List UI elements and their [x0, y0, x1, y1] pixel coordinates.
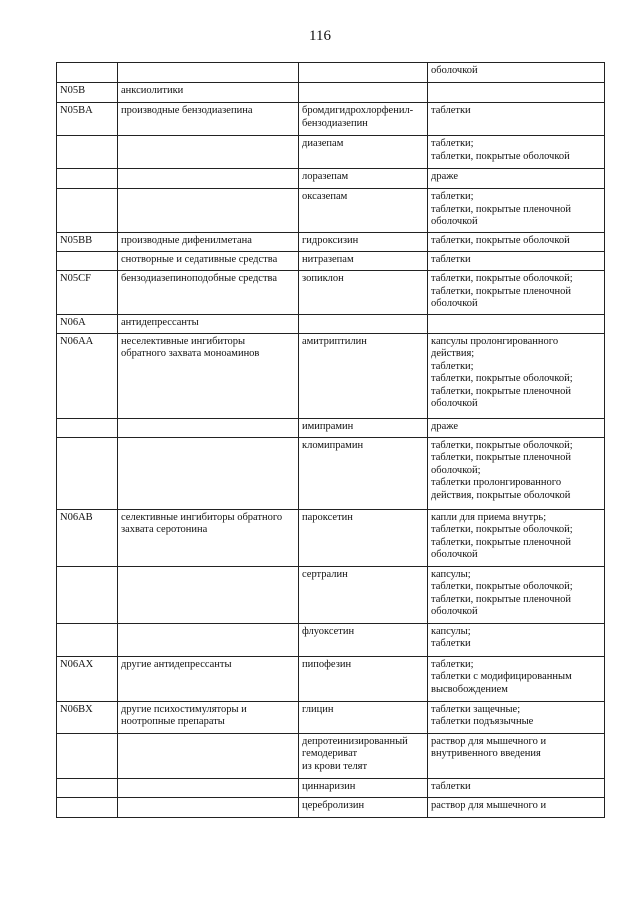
group-line: обратного захвата моноаминов — [121, 348, 260, 359]
cell-drug — [299, 437, 428, 509]
forms-line: таблетки; — [431, 191, 474, 202]
cell-code: N05BB — [57, 233, 118, 252]
group-line: анксиолитики — [121, 85, 184, 96]
table-row — [57, 509, 605, 566]
forms-line: таблетки; — [431, 360, 474, 372]
drug-line: амитриптилин — [302, 335, 367, 347]
cell-code: N05B — [57, 83, 118, 103]
cell-forms — [428, 189, 605, 233]
cell-group — [118, 418, 299, 437]
cell-group — [118, 63, 299, 83]
cell-group — [118, 333, 299, 418]
forms-line: действия; — [431, 348, 475, 359]
drug-line: церебролизин — [302, 799, 365, 811]
cell-group — [118, 189, 299, 233]
table-row — [57, 103, 605, 136]
table-row — [57, 701, 605, 733]
cell-group — [118, 136, 299, 169]
cell-code — [57, 566, 118, 623]
forms-line: капсулы; — [431, 625, 471, 637]
forms-line: раствор для мышечного и — [431, 735, 547, 747]
forms-line: таблетки, покрытые оболочкой; — [431, 581, 573, 592]
cell-group — [118, 437, 299, 509]
cell-group — [118, 233, 299, 252]
cell-drug — [299, 701, 428, 733]
cell-code: N05CF — [57, 271, 118, 315]
cell-drug — [299, 566, 428, 623]
cell-forms — [428, 252, 605, 271]
cell-code: N06A — [57, 315, 118, 334]
table-row — [57, 437, 605, 509]
cell-drug — [299, 252, 428, 271]
table-row — [57, 63, 605, 83]
forms-line: высвобождением — [431, 683, 508, 695]
drug-line: глицин — [302, 703, 334, 715]
cell-forms — [428, 83, 605, 103]
forms-line: таблетки, покрытые оболочкой — [431, 235, 570, 246]
cell-drug — [299, 136, 428, 169]
table-row — [57, 733, 605, 778]
cell-group — [118, 566, 299, 623]
forms-line: таблетки, покрытые оболочкой; — [431, 439, 573, 451]
cell-group — [118, 797, 299, 817]
group-line: захвата серотонина — [121, 524, 208, 535]
cell-drug — [299, 797, 428, 817]
forms-line: таблетки, покрытые пленочной — [431, 593, 572, 605]
table-row — [57, 333, 605, 418]
cell-group — [118, 103, 299, 136]
drug-line: диазепам — [302, 138, 344, 149]
group-line: неселективные ингибиторы — [121, 335, 246, 347]
forms-line: таблетки пролонгированного — [431, 477, 562, 488]
drug-line: лоразепам — [302, 171, 349, 182]
cell-forms — [428, 315, 605, 334]
forms-line: таблетки защечные; — [431, 703, 521, 715]
forms-line: капсулы пролонгированного — [431, 335, 559, 347]
cell-forms — [428, 63, 605, 83]
cell-drug — [299, 509, 428, 566]
group-line: ноотропные препараты — [121, 716, 225, 727]
table-row — [57, 656, 605, 701]
cell-drug — [299, 623, 428, 656]
cell-forms — [428, 233, 605, 252]
cell-code: N06BX — [57, 701, 118, 733]
group-line: другие психостимуляторы и — [121, 703, 247, 715]
cell-forms — [428, 271, 605, 315]
table-row — [57, 566, 605, 623]
table-row — [57, 233, 605, 252]
table-row — [57, 797, 605, 817]
group-line: бензодиазепиноподобные средства — [121, 273, 278, 284]
cell-code: N06AX — [57, 656, 118, 701]
cell-forms — [428, 333, 605, 418]
table-row — [57, 271, 605, 315]
forms-line: таблетки — [431, 780, 471, 792]
forms-line: таблетки, покрытые пленочной — [431, 452, 572, 463]
forms-line: таблетки, покрытые пленочной — [431, 285, 572, 297]
group-line: производные дифенилметана — [121, 235, 252, 246]
drug-line: сертралин — [302, 568, 348, 580]
forms-line: таблетки, покрытые оболочкой; — [431, 373, 573, 384]
cell-drug — [299, 733, 428, 778]
forms-line: драже — [431, 171, 459, 182]
cell-code — [57, 778, 118, 797]
cell-code — [57, 63, 118, 83]
drug-line: оксазепам — [302, 191, 348, 202]
cell-forms — [428, 418, 605, 437]
forms-line: таблетки подъязычные — [431, 716, 534, 727]
table-row — [57, 136, 605, 169]
forms-line: таблетки — [431, 638, 471, 649]
cell-group — [118, 733, 299, 778]
cell-forms — [428, 733, 605, 778]
cell-drug — [299, 778, 428, 797]
forms-line: таблетки, покрытые пленочной — [431, 203, 572, 215]
cell-group — [118, 252, 299, 271]
forms-line: таблетки — [431, 105, 471, 116]
table-row — [57, 623, 605, 656]
forms-line: действия, покрытые оболочкой — [431, 489, 571, 501]
forms-line: таблетки; — [431, 658, 474, 670]
cell-drug — [299, 189, 428, 233]
forms-line: оболочкой — [431, 65, 478, 76]
table-row — [57, 315, 605, 334]
forms-line: таблетки, покрытые пленочной — [431, 385, 572, 397]
forms-line: таблетки; — [431, 138, 474, 149]
cell-forms — [428, 797, 605, 817]
cell-code: N06AA — [57, 333, 118, 418]
cell-code — [57, 252, 118, 271]
cell-forms — [428, 103, 605, 136]
cell-group — [118, 656, 299, 701]
forms-line: таблетки, покрытые оболочкой; — [431, 524, 573, 535]
cell-group — [118, 701, 299, 733]
drug-line: зопиклон — [302, 273, 344, 284]
cell-group — [118, 83, 299, 103]
cell-group — [118, 315, 299, 334]
drug-line: бромдигидрохлорфенил- — [302, 105, 414, 116]
cell-group — [118, 509, 299, 566]
forms-line: оболочкой — [431, 606, 478, 617]
drug-line: гидроксизин — [302, 235, 359, 246]
forms-line: капли для приема внутрь; — [431, 511, 547, 523]
table-row — [57, 418, 605, 437]
cell-code: N06AB — [57, 509, 118, 566]
cell-drug — [299, 63, 428, 83]
drug-line: гемодериват — [302, 748, 358, 759]
cell-code — [57, 437, 118, 509]
cell-drug — [299, 315, 428, 334]
forms-line: оболочкой — [431, 216, 478, 227]
cell-code — [57, 418, 118, 437]
cell-code — [57, 136, 118, 169]
forms-line: внутривенного введения — [431, 748, 541, 759]
page-number: 116 — [309, 28, 331, 44]
drug-line: пароксетин — [302, 511, 353, 523]
forms-line: таблетки, покрытые оболочкой; — [431, 273, 573, 284]
forms-line: таблетки с модифицированным — [431, 671, 572, 682]
cell-code — [57, 797, 118, 817]
table-row — [57, 252, 605, 271]
cell-forms — [428, 623, 605, 656]
drug-line: депротеинизированный — [302, 735, 408, 747]
cell-group — [118, 778, 299, 797]
table-row — [57, 778, 605, 797]
forms-line: оболочкой; — [431, 464, 481, 476]
group-line: селективные ингибиторы обратного — [121, 511, 283, 523]
group-line: производные бензодиазепина — [121, 105, 253, 116]
drug-line: из крови телят — [302, 760, 368, 772]
cell-group — [118, 623, 299, 656]
drug-line: кломипрамин — [302, 439, 364, 451]
forms-line: таблетки, покрытые пленочной — [431, 536, 572, 548]
forms-line: оболочкой — [431, 398, 478, 409]
drug-line: циннаризин — [302, 780, 356, 792]
cell-forms — [428, 136, 605, 169]
cell-drug — [299, 169, 428, 189]
cell-code: N05BA — [57, 103, 118, 136]
cell-forms — [428, 566, 605, 623]
cell-forms — [428, 169, 605, 189]
forms-line: оболочкой — [431, 549, 478, 560]
table-row — [57, 169, 605, 189]
cell-group — [118, 271, 299, 315]
table-row — [57, 189, 605, 233]
cell-code — [57, 733, 118, 778]
forms-line: драже — [431, 420, 459, 432]
cell-drug — [299, 418, 428, 437]
drug-line: нитразепам — [302, 254, 354, 265]
forms-line: таблетки, покрытые оболочкой — [431, 150, 570, 162]
forms-line: капсулы; — [431, 568, 471, 580]
cell-forms — [428, 701, 605, 733]
cell-group — [118, 169, 299, 189]
cell-drug — [299, 656, 428, 701]
drug-line: имипрамин — [302, 420, 354, 432]
cell-drug — [299, 271, 428, 315]
cell-code — [57, 169, 118, 189]
cell-drug — [299, 83, 428, 103]
drug-table — [56, 62, 605, 818]
group-line: другие антидепрессанты — [121, 658, 232, 670]
group-line: антидепрессанты — [121, 317, 199, 328]
forms-line: таблетки — [431, 254, 471, 265]
cell-code — [57, 623, 118, 656]
cell-drug — [299, 233, 428, 252]
cell-forms — [428, 656, 605, 701]
cell-forms — [428, 437, 605, 509]
group-line: снотворные и седативные средства — [121, 254, 278, 265]
forms-line: оболочкой — [431, 298, 478, 309]
cell-drug — [299, 103, 428, 136]
drug-line: пипофезин — [302, 658, 352, 670]
table-row — [57, 83, 605, 103]
cell-code — [57, 189, 118, 233]
cell-forms — [428, 778, 605, 797]
cell-forms — [428, 509, 605, 566]
drug-line: бензодиазепин — [302, 117, 368, 129]
forms-line: раствор для мышечного и — [431, 799, 547, 811]
cell-drug — [299, 333, 428, 418]
drug-line: флуоксетин — [302, 625, 355, 637]
